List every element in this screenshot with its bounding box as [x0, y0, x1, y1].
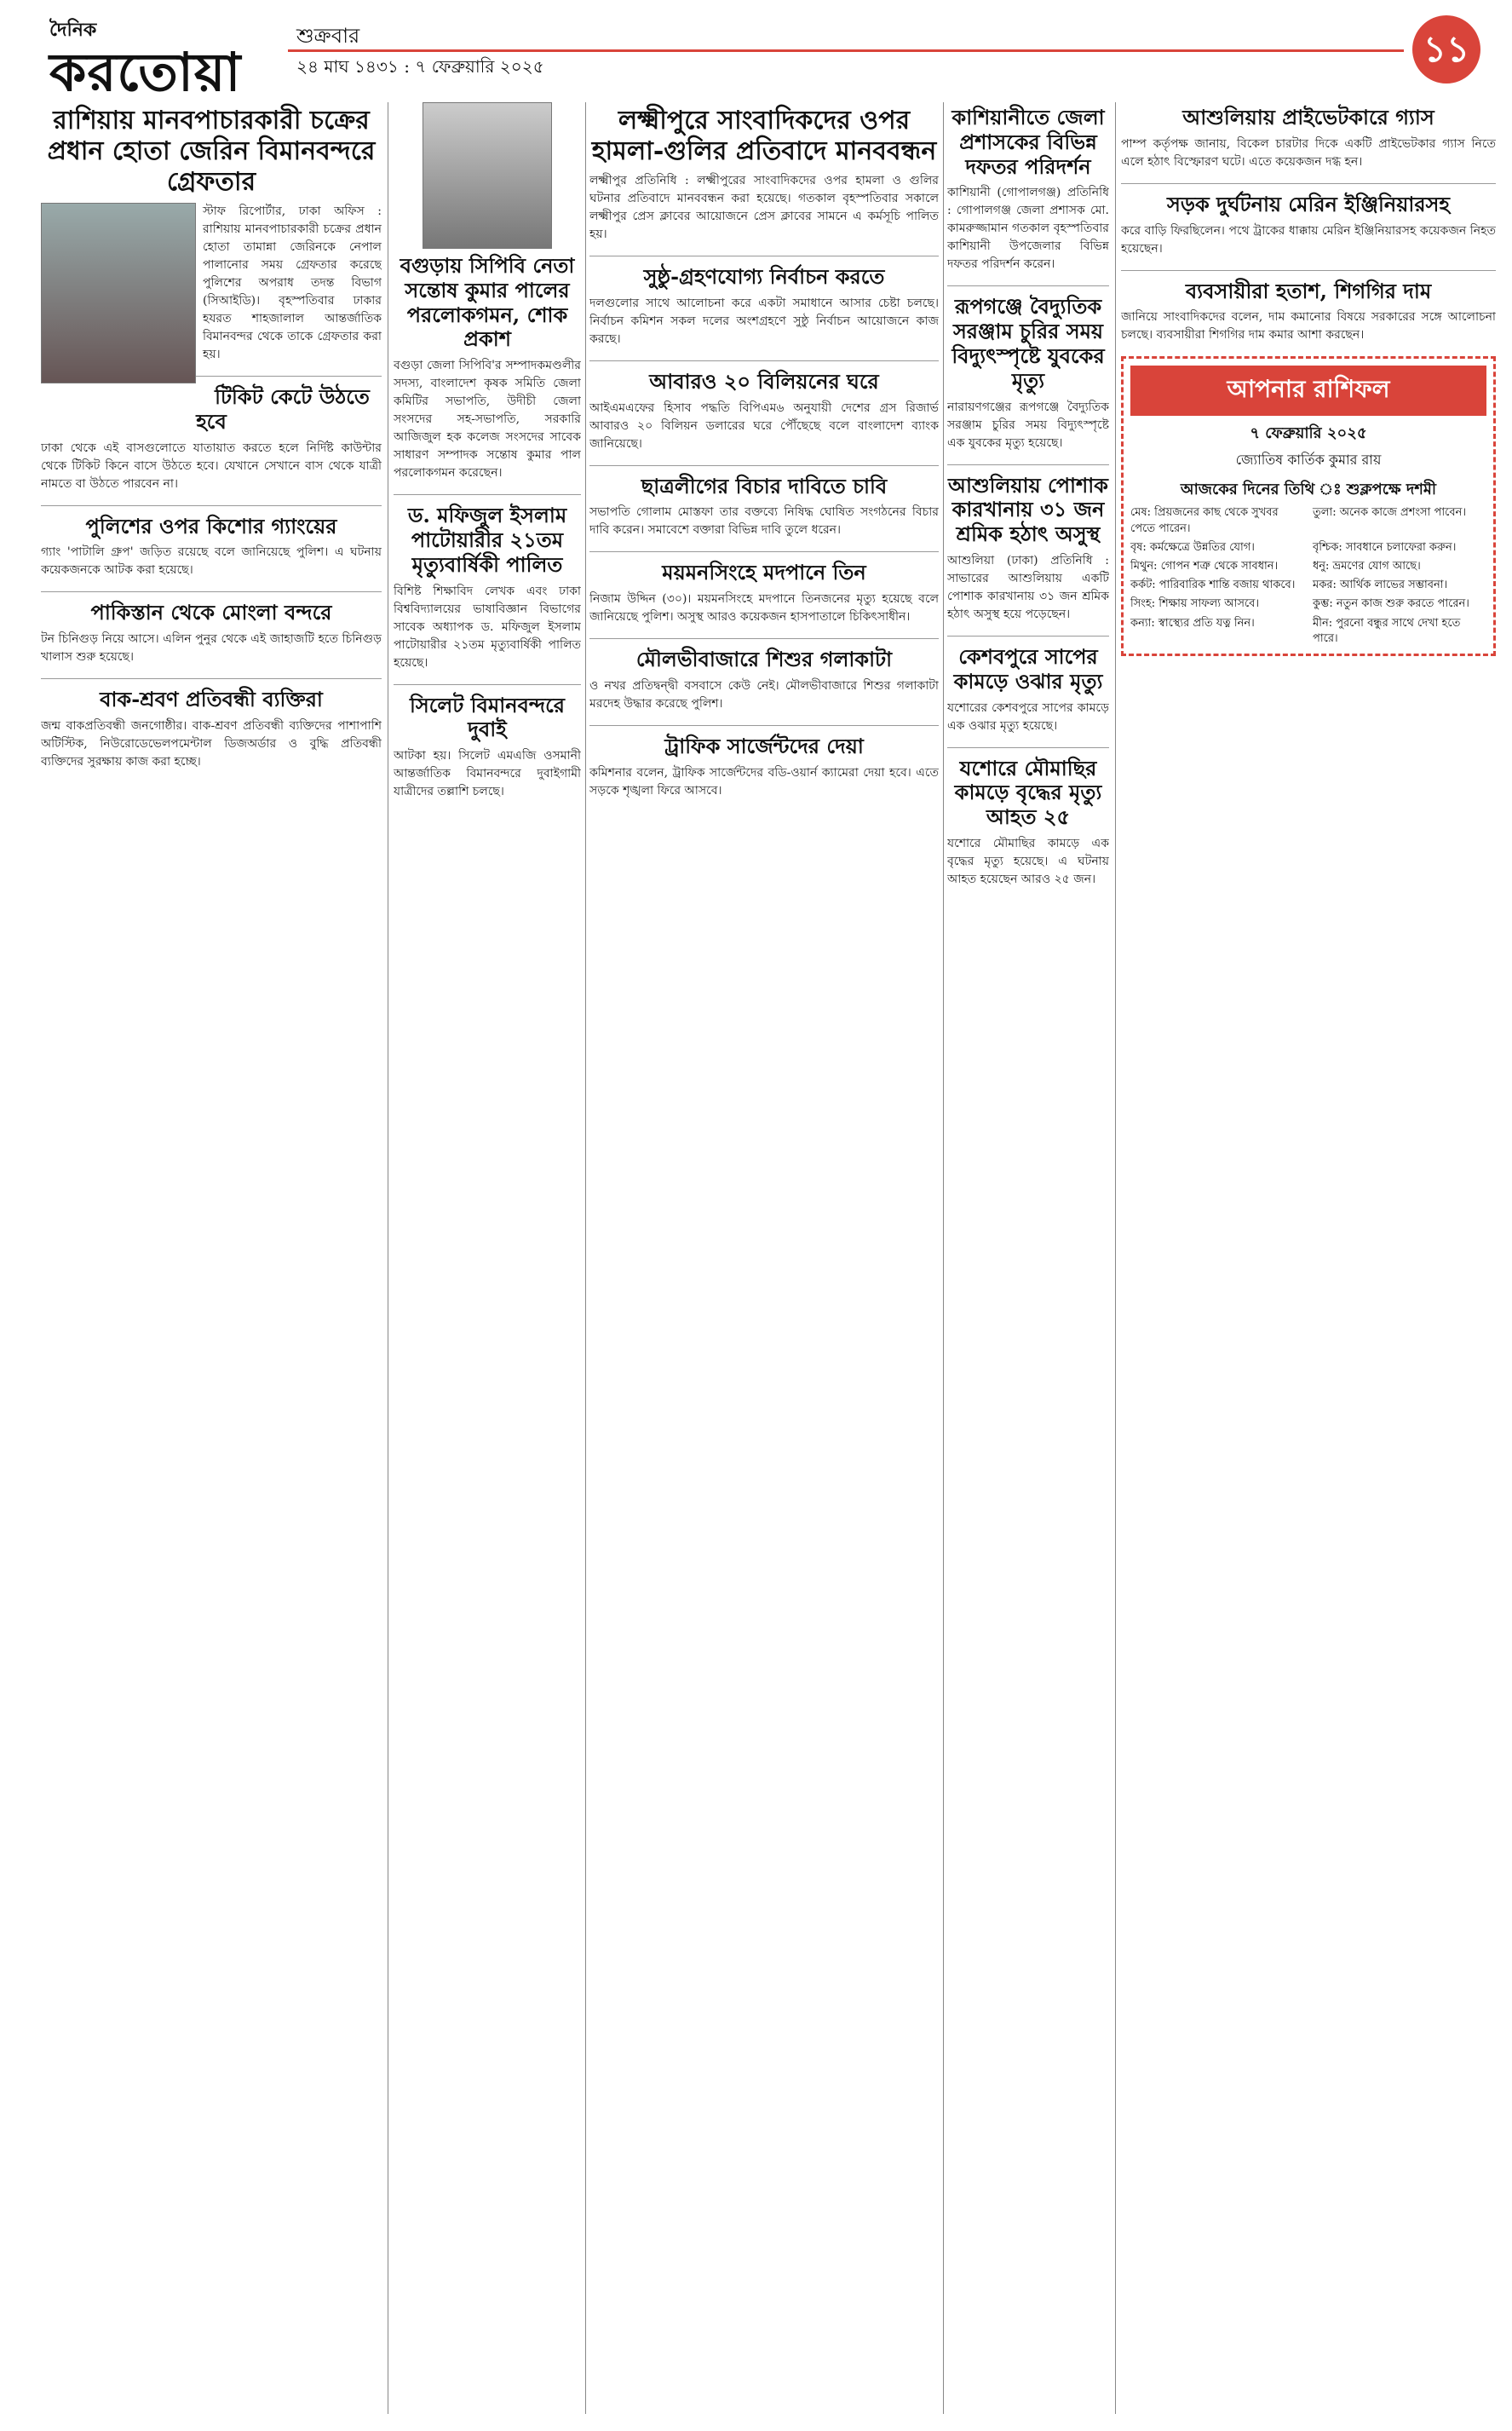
- story-headline: ড. মফিজুল ইসলাম পাটোয়ারীর ২১তম মৃত্যুবার্ষিকী পালিত: [407, 503, 567, 577]
- paper-name: করতোয়া: [49, 41, 242, 103]
- story-election: [589, 265, 939, 349]
- story-traders: [1121, 279, 1496, 345]
- story-body: যশোরে মৌমাছির কামড়ে এক বৃদ্ধের মৃত্যু হয়েছে। এ ঘটনায় আহত হয়েছেন আরও ২৫ জন।: [947, 836, 1109, 886]
- story-headline: আশুলিয়ায় পোশাক কারখানায় ৩১ জন শ্রমিক হঠাৎ অসুস্থ: [948, 472, 1108, 547]
- horoscope-sign: বৃশ্চিক: সাবধানে চলাফেরা করুন।: [1313, 540, 1457, 554]
- story-sylhet: [394, 694, 581, 802]
- story-ashulia-workers: [947, 474, 1109, 624]
- column-divider: [1115, 102, 1116, 2414]
- story-headline: সুষ্ঠু-গ্রহণযোগ্য নির্বাচন করতে: [643, 264, 885, 289]
- story-body: আশুলিয়া (ঢাকা) প্রতিনিধি : সাভারের আশুলিয়ায় একটি পোশাক কারখানায় ৩১ জন শ্রমিক হঠাৎ অসুস্থ হয়ে পড়েছেন।: [947, 553, 1109, 621]
- horoscope-sign: বৃষ: কর্মক্ষেত্রে উন্নতির যোগ।: [1130, 540, 1255, 554]
- horoscope-sign: সিংহ: শিক্ষায় সাফল্য আসবে।: [1130, 597, 1260, 611]
- story-body: জন্ম বাকপ্রতিবন্ধী জনগোষ্ঠীর। বাক-শ্রবণ প্রতিবন্ধী ব্যক্তিদের পাশাপাশি অটিস্টিক, নিউরোডেভেলপমেন্টাল ডিজঅর্ডার ও বুদ্ধি প্রতিবন্ধী ব্যক্তিদের সুরক্ষায় কাজ করা হচ্ছে।: [41, 718, 382, 769]
- story-road-accident: [1121, 193, 1496, 258]
- column-4: [947, 102, 1109, 2414]
- story-body: পাম্প কর্তৃপক্ষ জানায়, বিকেল চারটার দিকে একটি প্রাইভেটকার গ্যাস নিতে এলে হঠাৎ বিস্ফোরণ ঘটে। এতে কয়েকজন দগ্ধ হন।: [1121, 136, 1496, 169]
- story-traffic: [589, 734, 939, 800]
- story-body: লক্ষ্মীপুর প্রতিনিধি : লক্ষ্মীপুরের সাংবাদিকদের ওপর হামলা ও গুলির ঘটনার প্রতিবাদে মানববন্ধন করা হয়েছে। গতকাল বৃহস্পতিবার সকালে লক্ষ্মীপুর প্রেস ক্লাবের আয়োজনে প্রেস ক্লাবের সামনে এ কর্মসূচি পালিত হয়।: [589, 174, 939, 241]
- story-headline: কেশবপুরে সাপের কামড়ে ওঝার মৃত্যু: [953, 643, 1103, 694]
- story-ashulia-gas: [1121, 106, 1496, 171]
- horoscope-date: ৭ ফেব্রুয়ারি ২০২৫: [1250, 424, 1367, 443]
- story-body: টন চিনিগুড় নিয়ে আসে। এলিন পুনুর থেকে এই জাহাজটি হতে চিনিগুড় খালাস শুরু হয়েছে।: [41, 632, 382, 665]
- story-jessore-bees: [947, 757, 1109, 889]
- page-number: ১১: [1412, 15, 1480, 84]
- story-body: জানিয়ে সাংবাদিকদের বলেন, দাম কমানোর বিষয়ে সরকারের সঙ্গে আলোচনা চলছে। ব্যবসায়ীরা শিগগির দাম কমার আশা করছেন।: [1121, 310, 1496, 343]
- story-reserve: [589, 370, 939, 453]
- story-body: যশোরের কেশবপুরে সাপের কামড়ে এক ওঝার মৃত্যু হয়েছে।: [947, 700, 1109, 733]
- story-body: নিজাম উদ্দিন (৩০)। ময়মনসিংহে মদপানে তিনজনের মৃত্যু হয়েছে বলে জানিয়েছে পুলিশ। অসুস্থ আরও কয়েকজন হাসপাতালে চিকিৎসাধীন।: [589, 592, 939, 625]
- story-mofizul: [394, 504, 581, 671]
- story-headline: ব্যবসায়ীরা হতাশ, শিগগির দাম: [1185, 278, 1432, 303]
- story-body: ঢাকা থেকে এই বাসগুলোতে যাতায়াত করতে হলে নির্দিষ্ট কাউন্টার থেকে টিকিট কিনে বাসে উঠতে হবে। যেখানে সেখানে বাস থেকে যাত্রী নামতে বা উঠতে পারবেন না।: [41, 441, 382, 491]
- story-police-gang: [41, 515, 382, 580]
- horoscope-title: আপনার রাশিফল: [1130, 366, 1486, 416]
- story-headline: রাশিয়ায় মানবপাচারকারী চক্রের প্রধান হোতা জেরিন বিমানবন্দরে গ্রেফতার: [47, 106, 376, 197]
- column-3: [589, 102, 939, 2414]
- story-body: ও নখর প্রতিদ্বন্দ্বী বসবাসে কেউ নেই। মৌলভীবাজারে শিশুর গলাকাটা মরদেহ উদ্ধার করেছে পুলিশ।: [589, 678, 939, 711]
- story-body: গ্যাং 'পাটালি গ্রুপ' জড়িত রয়েছে বলে জানিয়েছে পুলিশ। এ ঘটনায় কয়েকজনকে আটক করা হয়েছে।: [41, 545, 382, 578]
- story-body: স্টাফ রিপোর্টার, ঢাকা অফিস : রাশিয়ায় মানবপাচারকারী চক্রের প্রধান হোতা তামান্না জেরিনকে নেপাল পালানোর সময় গ্রেফতার করেছে পুলিশের অপরাধ তদন্ত বিভাগ (সিআইডি)। বৃহস্পতিবার ঢাকার হযরত শাহজালাল আন্তর্জাতিক বিমানবন্দর থেকে তাকে গ্রেফতার করা হয়।: [203, 205, 382, 361]
- issue-date: ২৪ মাঘ ১৪৩১ : ৭ ফেব্রুয়ারি ২০২৫: [296, 56, 544, 77]
- story-headline: বাক-শ্রবণ প্রতিবন্ধী ব্যক্তিরা: [100, 687, 323, 712]
- story-body: বিশিষ্ট শিক্ষাবিদ লেখক এবং ঢাকা বিশ্ববিদ্যালয়ের ভাষাবিজ্ঞান বিভাগের সাবেক অধ্যাপক ড. মফিজুল ইসলাম পাটোয়ারীর ২১তম মৃত্যুবার্ষিকী পালিত হয়েছে।: [394, 584, 581, 670]
- story-rupganj: [947, 295, 1109, 452]
- story-jerin-arrest: [41, 106, 382, 364]
- story-headline: ময়মনসিংহে মদপানে তিন: [662, 560, 866, 585]
- story-headline: ট্রাফিক সার্জেন্টদের দেয়া: [664, 733, 864, 758]
- story-headline: লক্ষ্মীপুরে সাংবাদিকদের ওপর হামলা-গুলির প্রতিবাদে মানববন্ধন: [591, 106, 937, 166]
- story-headline: রূপগঞ্জে বৈদ্যুতিক সরঞ্জাম চুরির সময় বিদ্যুৎস্পৃষ্টে যুবকের মৃত্যু: [951, 294, 1105, 393]
- story-disabled: [41, 688, 382, 771]
- story-ticket: [41, 385, 382, 493]
- issue-day: শুক্রবার: [296, 24, 360, 48]
- horoscope-sign: কর্কট: পারিবারিক শান্তি বজায় থাকবে।: [1130, 579, 1296, 592]
- horoscope-grid: [1130, 505, 1486, 647]
- story-headline: সড়ক দুর্ঘটনায় মেরিন ইঞ্জিনিয়ারসহ: [1166, 191, 1451, 216]
- horoscope-sign: কুম্ভ: নতুন কাজ শুরু করতে পারেন।: [1313, 597, 1469, 611]
- story-lakshmipur: [589, 106, 939, 244]
- story-body: আইএমএফের হিসাব পদ্ধতি বিপিএম৬ অনুযায়ী দেশের গ্রস রিজার্ভ আবারও ২০ বিলিয়ন ডলারের ঘরে পৌঁছেছে বলে বাংলাদেশ ব্যাংক জানিয়েছে।: [589, 400, 939, 451]
- story-moulvibazar: [589, 648, 939, 713]
- story-body: কমিশনার বলেন, ট্রাফিক সার্জেন্টদের বডি-ওয়ার্ন ক্যামেরা দেয়া হবে। এতে সড়কে শৃঙ্খলা ফিরে আসবে।: [589, 765, 939, 798]
- story-headline: সিলেট বিমানবন্দরে দুবাই: [410, 692, 565, 742]
- story-body: করে বাড়ি ফিরছিলেন। পথে ট্রাকের ধাক্কায় মেরিন ইঞ্জিনিয়ারসহ কয়েকজন নিহত হয়েছেন।: [1121, 223, 1496, 256]
- story-headline: ছাত্রলীগের বিচার দাবিতে চাবি: [641, 473, 888, 498]
- story-keshabpur: [947, 645, 1109, 735]
- horoscope-box: [1121, 356, 1496, 656]
- story-body: বগুড়া জেলা সিপিবি'র সম্পাদকমণ্ডলীর সদস্য, বাংলাদেশ কৃষক সমিতি জেলা কমিটির সভাপতি, উদীচী জেলা সংসদের সহ-সভাপতি, সরকারি আজিজুল হক কলেজ সংসদের সাবেক সাধারণ সম্পাদক সন্তোষ কুমার পাল পরলোকগমন করেছেন।: [394, 359, 581, 481]
- story-kashiani: [947, 106, 1109, 274]
- story-headline: কাশিয়ানীতে জেলা প্রশাসকের বিভিন্ন দফতর পরিদর্শন: [951, 105, 1105, 179]
- photo-jerin: [41, 203, 196, 383]
- story-headline: মৌলভীবাজারে শিশুর গলাকাটা: [635, 647, 893, 672]
- story-body: দলগুলোর সাথে আলোচনা করে একটা সমাধানে আসার চেষ্টা চলছে। নির্বাচন কমিশন সকল দলের অংশগ্রহণে সুষ্ঠু নির্বাচন আয়োজনে কাজ করছে।: [589, 296, 939, 346]
- horoscope-sign: মিথুন: গোপন শত্রু থেকে সাবধান।: [1130, 559, 1279, 573]
- paper-name-small: দৈনিক: [49, 19, 97, 41]
- header-rule: [288, 49, 1404, 52]
- story-body: কাশিয়ানী (গোপালগঞ্জ) প্রতিনিধি : গোপালগঞ্জ জেলা প্রশাসক মো. কামরুজ্জামান গতকাল বৃহস্পতিবার কাশিয়ানী উপজেলার বিভিন্ন দফতর পরিদর্শন করেন।: [947, 186, 1109, 272]
- photo-leader: [423, 102, 552, 249]
- horoscope-sign: মীন: পুরনো বন্ধুর সাথে দেখা হতে পারে।: [1313, 616, 1461, 645]
- column-divider: [585, 102, 586, 2414]
- story-mymensingh: [589, 561, 939, 626]
- masthead: [41, 15, 1480, 103]
- column-divider: [943, 102, 944, 2414]
- horoscope-sign: ধনু: ভ্রমণের যোগ আছে।: [1313, 559, 1421, 573]
- story-body: নারায়ণগঞ্জের রূপগঞ্জে বৈদ্যুতিক সরঞ্জাম চুরির সময় বিদ্যুৎস্পৃষ্টে এক যুবকের মৃত্যু হয়েছে।: [947, 400, 1109, 450]
- story-body: আটকা হয়। সিলেট এমএজি ওসমানী আন্তর্জাতিক বিমানবন্দরে দুবাইগামী যাত্রীদের তল্লাশি চলছে।: [394, 749, 581, 799]
- story-headline: বগুড়ায় সিপিবি নেতা সন্তোষ কুমার পালের পরলোকগমন, শোক প্রকাশ: [400, 253, 575, 352]
- horoscope-tithi: আজকের দিনের তিথি ঃ শুক্লপক্ষে দশমী: [1180, 481, 1437, 499]
- horoscope-sign: কন্যা: স্বাস্থ্যের প্রতি যত্ন নিন।: [1130, 616, 1255, 630]
- horoscope-sign: তুলা: অনেক কাজে প্রশংসা পাবেন।: [1313, 506, 1466, 520]
- horoscope-sign: মকর: আর্থিক লাভের সম্ভাবনা।: [1313, 579, 1448, 592]
- horoscope-author: জ্যোতিষ কার্তিক কুমার রায়: [1235, 452, 1382, 469]
- story-headline: পাকিস্তান থেকে মোংলা বন্দরে: [90, 600, 332, 625]
- story-headline: আবারও ২০ বিলিয়নের ঘরে: [649, 368, 879, 394]
- column-5: [1121, 102, 1496, 2414]
- story-headline: যশোরে মৌমাছির কামড়ে বৃদ্ধের মৃত্যু আহত ২৫: [954, 755, 1102, 830]
- story-headline: টিকিট কেটে উঠতে হবে: [196, 384, 370, 434]
- column-2: [394, 102, 581, 2414]
- story-body: সভাপতি গোলাম মোস্তফা তার বক্তব্যে নিষিদ্ধ ঘোষিত সংগঠনের বিচার দাবি করেন। সমাবেশে বক্তারা বিভিন্ন দাবি তুলে ধরেন।: [589, 505, 939, 538]
- column-1: [41, 102, 382, 2414]
- story-cpb-leader: [394, 102, 581, 482]
- story-mongla: [41, 601, 382, 666]
- story-headline: আশুলিয়ায় প্রাইভেটকারে গ্যাস: [1182, 105, 1434, 130]
- horoscope-sign: মেষ: প্রিয়জনের কাছ থেকে সুখবর পেতে পারেন।: [1130, 506, 1279, 535]
- story-headline: পুলিশের ওপর কিশোর গ্যাংয়ের: [85, 513, 337, 539]
- story-chhatra: [589, 475, 939, 540]
